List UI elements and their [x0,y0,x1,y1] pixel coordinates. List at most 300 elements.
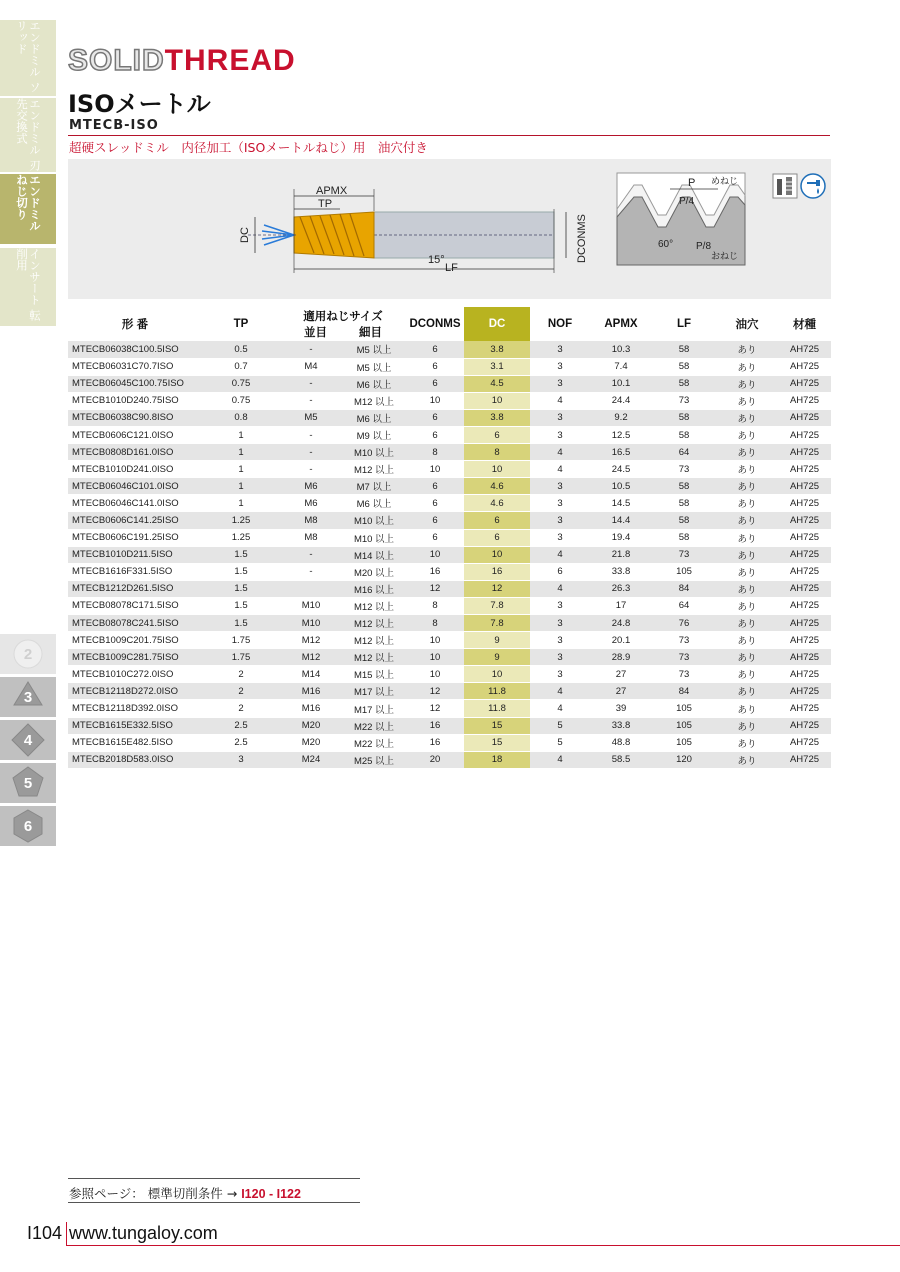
cell-dconms: 6 [406,375,464,392]
cell-tp: 1 [202,495,280,512]
cell-nof: 5 [530,717,590,734]
flute-tab-number: 5 [23,774,33,792]
table-row [68,546,831,563]
cell-lf: 73 [652,632,716,649]
page-title: ISOメートル [68,90,211,118]
table-row [68,649,831,666]
cell-dconms: 10 [406,461,464,478]
cell-dconms: 12 [406,683,464,700]
cell-apmx: 33.8 [590,717,652,734]
flute-tab-6[interactable] [0,806,56,846]
cell-code: MTECB2018D583.0ISO [68,751,202,768]
cell-fine: M17 以上 [342,683,406,700]
cell-nof: 4 [530,580,590,597]
cell-grade: AH725 [778,563,831,580]
flute-tab-number: 6 [23,817,33,835]
cell-dconms: 8 [406,597,464,614]
cell-tp: 2 [202,700,280,717]
cell-coolant: あり [716,632,778,649]
cell-grade: AH725 [778,666,831,683]
col-header-dconms: DCONMS [409,318,461,330]
cell-lf: 58 [652,426,716,443]
side-tab-label: エンドミル ねじ切り [15,174,42,232]
cell-lf: 73 [652,392,716,409]
cell-grade: AH725 [778,734,831,751]
cell-coolant: あり [716,358,778,375]
cell-dc: 3.1 [464,358,530,375]
cell-lf: 105 [652,734,716,751]
cell-tp: 0.75 [202,375,280,392]
cell-grade: AH725 [778,358,831,375]
table-row [68,392,831,409]
cell-coarse: - [280,341,342,358]
cell-code: MTECB1616F331.5ISO [68,563,202,580]
page-number: I104 [27,1223,63,1243]
cell-coolant: あり [716,615,778,632]
cell-lf: 58 [652,409,716,426]
cell-grade: AH725 [778,529,831,546]
col-header-fine: 細目 [359,327,382,339]
cell-lf: 64 [652,597,716,614]
cell-dconms: 10 [406,546,464,563]
col-header-dc: DC [464,307,530,341]
cell-tp: 2 [202,683,280,700]
cell-lf: 58 [652,375,716,392]
cell-fine: M22 以上 [342,717,406,734]
cell-apmx: 17 [590,597,652,614]
cell-coarse: M6 [280,495,342,512]
flute-tab-5[interactable] [0,763,56,803]
cell-coarse: M16 [280,683,342,700]
cell-code: MTECB06045C100.75ISO [68,375,202,392]
cell-grade: AH725 [778,717,831,734]
internal-thread-icon [772,173,798,199]
cell-coarse: - [280,444,342,461]
cell-coarse: M8 [280,529,342,546]
cell-tp: 1 [202,461,280,478]
cell-dc: 4.6 [464,478,530,495]
cell-fine: M10 以上 [342,529,406,546]
cell-apmx: 39 [590,700,652,717]
cell-apmx: 10.1 [590,375,652,392]
cell-apmx: 10.5 [590,478,652,495]
cell-dconms: 16 [406,734,464,751]
cell-apmx: 48.8 [590,734,652,751]
cell-dc: 4.5 [464,375,530,392]
cell-lf: 73 [652,649,716,666]
reference-divider-top [68,1178,360,1179]
cell-dconms: 6 [406,426,464,443]
cell-grade: AH725 [778,512,831,529]
cell-dc: 3.8 [464,341,530,358]
table-row [68,597,831,614]
side-tab-label: インサート 転削用 [15,248,42,321]
cell-fine: M25 以上 [342,751,406,768]
cell-coarse: M5 [280,409,342,426]
cell-apmx: 19.4 [590,529,652,546]
cell-apmx: 24.5 [590,461,652,478]
cell-fine: M12 以上 [342,632,406,649]
cell-dc: 9 [464,632,530,649]
cell-coarse: M8 [280,512,342,529]
col-header-thread-size [280,307,406,341]
cell-coolant: あり [716,512,778,529]
cell-dc: 16 [464,563,530,580]
cell-nof: 3 [530,426,590,443]
cell-coolant: あり [716,666,778,683]
logo-solid: SOLID [68,44,165,77]
col-header-apmx: APMX [604,318,638,330]
cell-lf: 73 [652,546,716,563]
cell-dconms: 6 [406,409,464,426]
cell-apmx: 20.1 [590,632,652,649]
cell-code: MTECB08078C171.5ISO [68,597,202,614]
cell-tp: 0.75 [202,392,280,409]
cell-coolant: あり [716,478,778,495]
cell-tp: 1 [202,444,280,461]
cell-fine: M12 以上 [342,461,406,478]
cell-grade: AH725 [778,751,831,768]
cell-code: MTECB12118D392.0ISO [68,700,202,717]
table-row [68,683,831,700]
cell-dconms: 10 [406,666,464,683]
cell-lf: 84 [652,580,716,597]
cell-coolant: あり [716,341,778,358]
cell-tp: 2.5 [202,717,280,734]
cell-coarse: - [280,392,342,409]
cell-coolant: あり [716,426,778,443]
cell-nof: 3 [530,632,590,649]
cell-fine: M10 以上 [342,444,406,461]
cell-lf: 58 [652,529,716,546]
side-tab-milling-insert[interactable] [0,248,56,326]
cell-coarse: - [280,546,342,563]
cell-code: MTECB0606C121.0ISO [68,426,202,443]
cell-lf: 84 [652,683,716,700]
tp-label: TP [318,198,333,210]
cell-nof: 3 [530,341,590,358]
cell-code: MTECB06046C101.0ISO [68,478,202,495]
cell-code: MTECB0606C141.25ISO [68,512,202,529]
page-description: 超硬スレッドミル 内径加工（ISOメートルねじ）用 油穴付き [69,140,428,155]
cell-coarse: M10 [280,597,342,614]
cell-apmx: 24.8 [590,615,652,632]
cell-lf: 120 [652,751,716,768]
cell-coarse: M14 [280,666,342,683]
reference-label: 参照ページ： [69,1186,144,1201]
pitch-eighth-label: P/8 [696,241,712,252]
cell-tp: 1.25 [202,529,280,546]
cell-tp: 2 [202,666,280,683]
side-tab-indexable[interactable] [0,98,56,172]
col-header-code: 形 番 [121,319,149,331]
cell-coolant: あり [716,563,778,580]
cell-apmx: 27 [590,666,652,683]
cell-grade: AH725 [778,461,831,478]
table-row [68,700,831,717]
cell-code: MTECB1009C281.75ISO [68,649,202,666]
cell-apmx: 16.5 [590,444,652,461]
cell-coarse: M6 [280,478,342,495]
cell-grade: AH725 [778,597,831,614]
table-row [68,358,831,375]
male-thread-label: おねじ [711,252,739,262]
cell-dc: 11.8 [464,700,530,717]
flute-tab-number: 2 [23,645,33,663]
spec-table [68,307,831,769]
cell-nof: 3 [530,375,590,392]
cell-nof: 3 [530,478,590,495]
cell-coolant: あり [716,580,778,597]
cell-apmx: 28.9 [590,649,652,666]
cell-dc: 10 [464,461,530,478]
cell-tp: 1.5 [202,546,280,563]
cell-nof: 4 [530,751,590,768]
cell-fine: M16 以上 [342,580,406,597]
cell-apmx: 12.5 [590,426,652,443]
cell-apmx: 21.8 [590,546,652,563]
cell-nof: 3 [530,409,590,426]
cell-apmx: 10.3 [590,341,652,358]
cell-code: MTECB06038C90.8ISO [68,409,202,426]
cell-lf: 58 [652,358,716,375]
cell-dconms: 10 [406,392,464,409]
cell-code: MTECB1615E332.5ISO [68,717,202,734]
cell-grade: AH725 [778,375,831,392]
cell-coarse: M10 [280,615,342,632]
cell-lf: 73 [652,461,716,478]
cell-dc: 6 [464,512,530,529]
table-row [68,580,831,597]
angle-label: 15° [428,254,445,266]
cell-apmx: 26.3 [590,580,652,597]
cell-dconms: 16 [406,563,464,580]
cell-coolant: あり [716,734,778,751]
cell-tp: 2.5 [202,734,280,751]
side-tab-threading[interactable] [0,174,56,244]
cell-dconms: 6 [406,478,464,495]
dconms-label: DCONMS [576,214,588,263]
cell-dc: 8 [464,444,530,461]
table-row [68,632,831,649]
cell-coolant: あり [716,700,778,717]
table-row [68,512,831,529]
thread-size-title: 適用ねじサイズ [303,311,383,323]
website-link[interactable]: www.tungaloy.com [69,1223,218,1243]
cell-apmx: 24.4 [590,392,652,409]
cell-coarse: M16 [280,700,342,717]
cell-apmx: 14.4 [590,512,652,529]
cell-tp: 1.5 [202,563,280,580]
cell-fine: M9 以上 [342,426,406,443]
side-tab-label: エンドミル ソリッド [15,20,42,93]
pitch-quarter-label: P/4 [679,196,695,207]
reference-text: 標準切削条件 → [147,1186,238,1201]
cell-code: MTECB0808D161.0ISO [68,444,202,461]
cell-dc: 11.8 [464,683,530,700]
reference-page-link[interactable]: I120 - I122 [241,1187,301,1201]
footer-divider-vertical [66,1222,67,1246]
cell-tp: 1 [202,426,280,443]
cell-dconms: 20 [406,751,464,768]
col-header-tp: TP [233,318,249,330]
cell-nof: 3 [530,615,590,632]
cell-coolant: あり [716,683,778,700]
col-header-coarse: 並目 [304,327,327,339]
cell-lf: 58 [652,495,716,512]
cell-code: MTECB1010D241.0ISO [68,461,202,478]
cell-grade: AH725 [778,341,831,358]
cell-tp: 0.7 [202,358,280,375]
cell-nof: 3 [530,597,590,614]
cell-coarse: M12 [280,632,342,649]
cell-grade: AH725 [778,632,831,649]
side-tab-label: エンドミル 刃先交換式 [15,98,42,171]
cell-fine: M6 以上 [342,495,406,512]
table-row [68,615,831,632]
cell-nof: 4 [530,444,590,461]
cell-code: MTECB1615E482.5ISO [68,734,202,751]
cell-fine: M17 以上 [342,700,406,717]
cell-tp: 1 [202,478,280,495]
cell-dc: 6 [464,529,530,546]
cell-lf: 76 [652,615,716,632]
flute-tab-2[interactable] [0,634,56,674]
cell-coolant: あり [716,717,778,734]
cell-lf: 58 [652,512,716,529]
cell-fine: M12 以上 [342,597,406,614]
cell-grade: AH725 [778,649,831,666]
cell-nof: 4 [530,392,590,409]
cell-coolant: あり [716,546,778,563]
table-row [68,734,831,751]
table-header-row [68,307,831,341]
cell-code: MTECB1010D211.5ISO [68,546,202,563]
cell-dc: 7.8 [464,597,530,614]
cell-dconms: 8 [406,444,464,461]
pitch-label: P [688,177,696,189]
cell-dc: 4.6 [464,495,530,512]
cell-coarse: M4 [280,358,342,375]
cell-dconms: 6 [406,358,464,375]
cell-nof: 4 [530,461,590,478]
flute-tab-number: 3 [23,688,33,706]
cell-coolant: あり [716,529,778,546]
cell-nof: 4 [530,546,590,563]
cell-fine: M7 以上 [342,478,406,495]
cell-apmx: 27 [590,683,652,700]
cell-coolant: あり [716,495,778,512]
cell-code: MTECB1212D261.5ISO [68,580,202,597]
flute-tab-number: 4 [23,731,33,749]
cell-dc: 18 [464,751,530,768]
cell-coarse: M24 [280,751,342,768]
cell-tp: 1.75 [202,632,280,649]
cell-nof: 4 [530,700,590,717]
cell-coolant: あり [716,649,778,666]
cell-lf: 105 [652,563,716,580]
cell-lf: 73 [652,666,716,683]
cell-tp: 1.5 [202,580,280,597]
cell-fine: M6 以上 [342,375,406,392]
coolant-through-icon [800,173,826,199]
solidthread-logo [68,44,296,78]
cell-coolant: あり [716,375,778,392]
cell-grade: AH725 [778,580,831,597]
cell-dc: 10 [464,392,530,409]
cell-lf: 105 [652,700,716,717]
cell-nof: 5 [530,734,590,751]
footer-divider [66,1245,900,1246]
cell-code: MTECB1009C201.75ISO [68,632,202,649]
cell-apmx: 9.2 [590,409,652,426]
cell-fine: M12 以上 [342,392,406,409]
cell-coarse: M12 [280,649,342,666]
reference-note [69,1184,301,1202]
cell-tp: 3 [202,751,280,768]
cell-code: MTECB08078C241.5ISO [68,615,202,632]
reference-divider-bottom [68,1202,360,1203]
cell-grade: AH725 [778,426,831,443]
cell-coarse: - [280,426,342,443]
table-row [68,409,831,426]
cell-coarse: - [280,375,342,392]
table-row [68,717,831,734]
cell-tp: 1.25 [202,512,280,529]
cell-apmx: 7.4 [590,358,652,375]
tool-drawing [68,159,831,299]
cell-nof: 3 [530,495,590,512]
cell-coarse: - [280,563,342,580]
flute-tab-4[interactable] [0,720,56,760]
lf-label: LF [445,262,458,274]
cell-lf: 58 [652,341,716,358]
cell-dconms: 6 [406,512,464,529]
col-header-grade: 材種 [793,319,816,331]
cell-dc: 6 [464,426,530,443]
cell-code: MTECB1010D240.75ISO [68,392,202,409]
cell-fine: M12 以上 [342,615,406,632]
cell-nof: 3 [530,649,590,666]
application-icons [772,173,826,199]
side-tab-solid[interactable] [0,20,56,96]
cell-nof: 3 [530,666,590,683]
cell-fine: M14 以上 [342,546,406,563]
table-row [68,375,831,392]
table-row [68,341,831,358]
logo-thread: THREAD [164,44,296,77]
cell-dconms: 10 [406,632,464,649]
cell-fine: M12 以上 [342,649,406,666]
cell-dc: 15 [464,734,530,751]
table-row [68,461,831,478]
table-row [68,495,831,512]
col-header-lf: LF [676,318,692,330]
cell-code: MTECB1010C272.0ISO [68,666,202,683]
cell-nof: 6 [530,563,590,580]
cell-dc: 9 [464,649,530,666]
cell-fine: M20 以上 [342,563,406,580]
flute-tab-3[interactable] [0,677,56,717]
apmx-label: APMX [316,185,348,197]
cell-dc: 15 [464,717,530,734]
cell-apmx: 58.5 [590,751,652,768]
cell-coolant: あり [716,597,778,614]
col-header-coolant: 油穴 [735,319,759,331]
cell-grade: AH725 [778,392,831,409]
cell-grade: AH725 [778,444,831,461]
cell-fine: M15 以上 [342,666,406,683]
